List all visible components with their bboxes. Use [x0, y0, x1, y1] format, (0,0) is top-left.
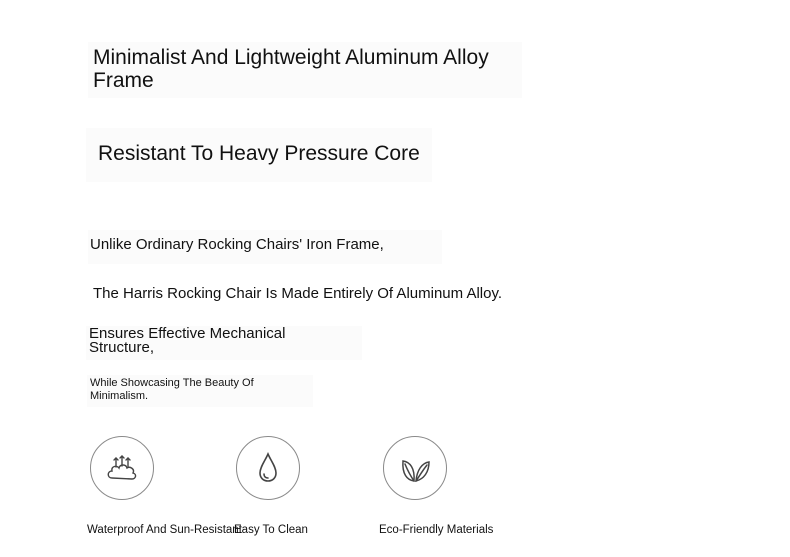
feature-eco-friendly — [379, 436, 529, 546]
feature-icon-circle — [383, 436, 447, 500]
subtitle-heading: Resistant To Heavy Pressure Core — [86, 128, 432, 182]
leaves-icon — [395, 448, 435, 488]
feature-label: Eco-Friendly Materials — [379, 524, 494, 536]
feature-icon-circle — [90, 436, 154, 500]
description-line-4-text: While Showcasing The Beauty Of Minimalism. — [90, 377, 254, 402]
description-line-3-text: Ensures Effective Mechanical Structure, — [89, 325, 286, 356]
page-title: Minimalist And Lightweight Aluminum Alloy Frame — [88, 42, 522, 98]
feature-icon-circle — [236, 436, 300, 500]
feature-label: Waterproof And Sun-Resistant — [87, 524, 242, 536]
description-line-2: The Harris Rocking Chair Is Made Entirely Of Aluminum Alloy. — [93, 285, 503, 302]
feature-label: Easy To Clean — [234, 524, 308, 536]
feature-easy-clean — [234, 436, 384, 546]
cloud-steam-icon — [102, 448, 142, 488]
description-line-1: Unlike Ordinary Rocking Chairs' Iron Frame, — [88, 230, 442, 264]
feature-waterproof — [87, 436, 242, 546]
description-line-3 — [86, 326, 362, 360]
description-line-4 — [87, 375, 313, 407]
water-drop-icon — [248, 448, 288, 488]
